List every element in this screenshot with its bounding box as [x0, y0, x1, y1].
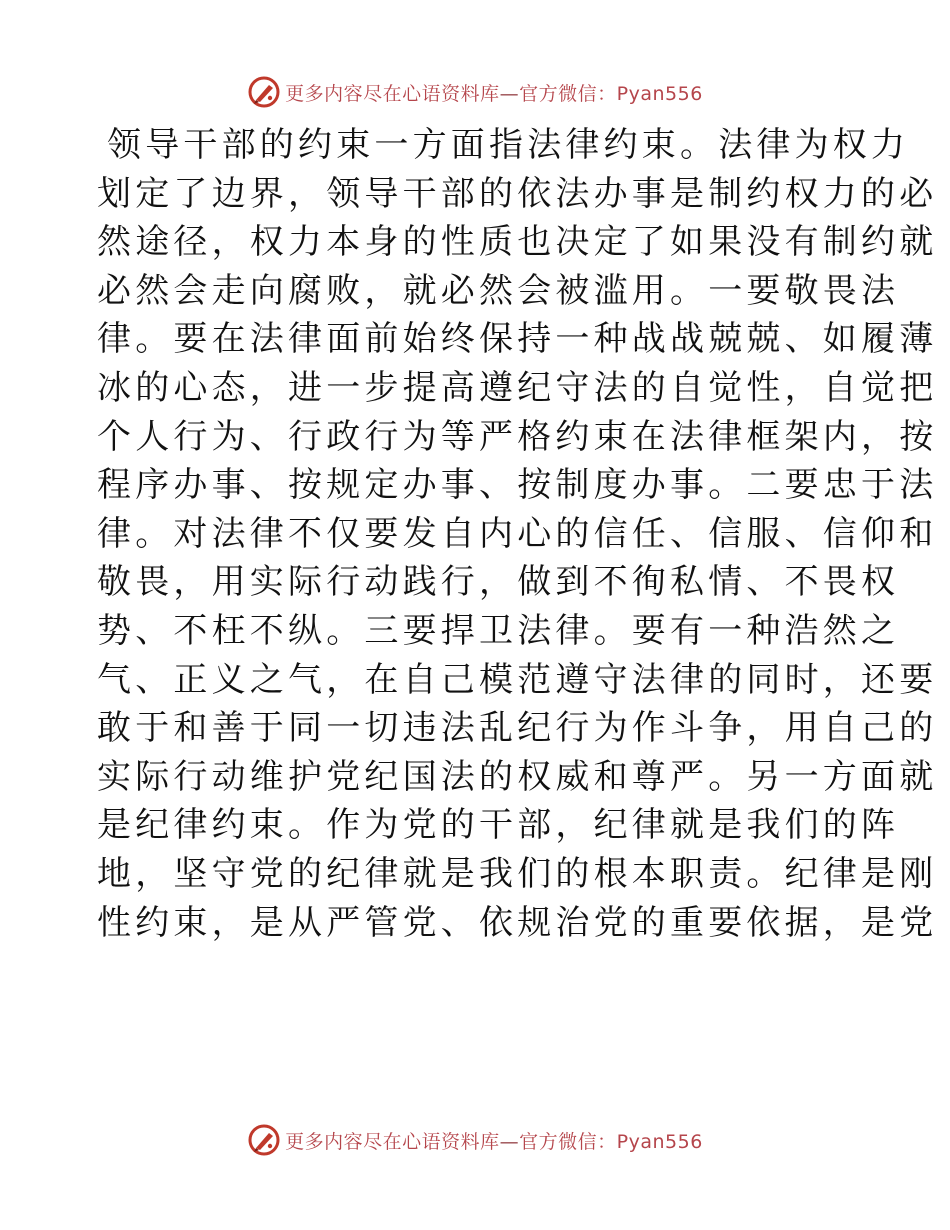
header-wechat-label: 官方微信：Pyan556 — [519, 82, 703, 105]
footer-promo-label: 更多内容尽在心语资料库 — [285, 1130, 500, 1153]
footer-separator: — — [499, 1130, 520, 1153]
footer-banner — [0, 1120, 950, 1160]
body-line: 划定了边界，领导干部的依法办事是制约权力的必 — [97, 173, 938, 214]
header-banner — [0, 72, 950, 112]
red-ink-pen-logo-icon — [247, 75, 281, 109]
document-body — [97, 121, 938, 947]
body-line: 势、不枉不纵。三要捍卫法律。要有一种浩然之 — [97, 610, 900, 651]
body-line: 冰的心态，进一步提高遵纪守法的自觉性，自觉把 — [97, 367, 938, 408]
body-line: 敬畏，用实际行动践行，做到不徇私情、不畏权 — [97, 562, 900, 603]
footer-promo-text — [285, 1127, 703, 1154]
body-line: 然途径，权力本身的性质也决定了如果没有制约就 — [97, 222, 938, 263]
body-line: 律。要在法律面前始终保持一种战战兢兢、如履薄 — [97, 319, 938, 360]
body-line: 实际行动维护党纪国法的权威和尊严。另一方面就 — [97, 756, 938, 797]
body-line: 必然会走向腐败，就必然会被滥用。一要敬畏法 — [97, 270, 900, 311]
footer-wechat-label: 官方微信：Pyan556 — [519, 1130, 703, 1153]
body-line: 律。对法律不仅要发自内心的信任、信服、信仰和 — [97, 513, 938, 554]
body-line: 性约束，是从严管党、依规治党的重要依据，是党 — [97, 902, 938, 943]
header-promo-text — [285, 79, 703, 106]
header-promo-label: 更多内容尽在心语资料库 — [285, 82, 500, 105]
body-line: 气、正义之气，在自己模范遵守法律的同时，还要 — [97, 659, 938, 700]
body-line: 程序办事、按规定办事、按制度办事。二要忠于法 — [97, 465, 938, 506]
red-ink-pen-logo-icon — [247, 1123, 281, 1157]
header-separator: — — [499, 82, 520, 105]
body-line: 敢于和善于同一切违法乱纪行为作斗争，用自己的 — [97, 708, 938, 749]
body-line: 领导干部的约束一方面指法律约束。法律为权力 — [107, 125, 910, 165]
body-line: 地，坚守党的纪律就是我们的根本职责。纪律是刚 — [97, 853, 938, 894]
body-line: 是纪律约束。作为党的干部，纪律就是我们的阵 — [97, 805, 900, 846]
body-line: 个人行为、行政行为等严格约束在法律框架内，按 — [97, 416, 938, 457]
